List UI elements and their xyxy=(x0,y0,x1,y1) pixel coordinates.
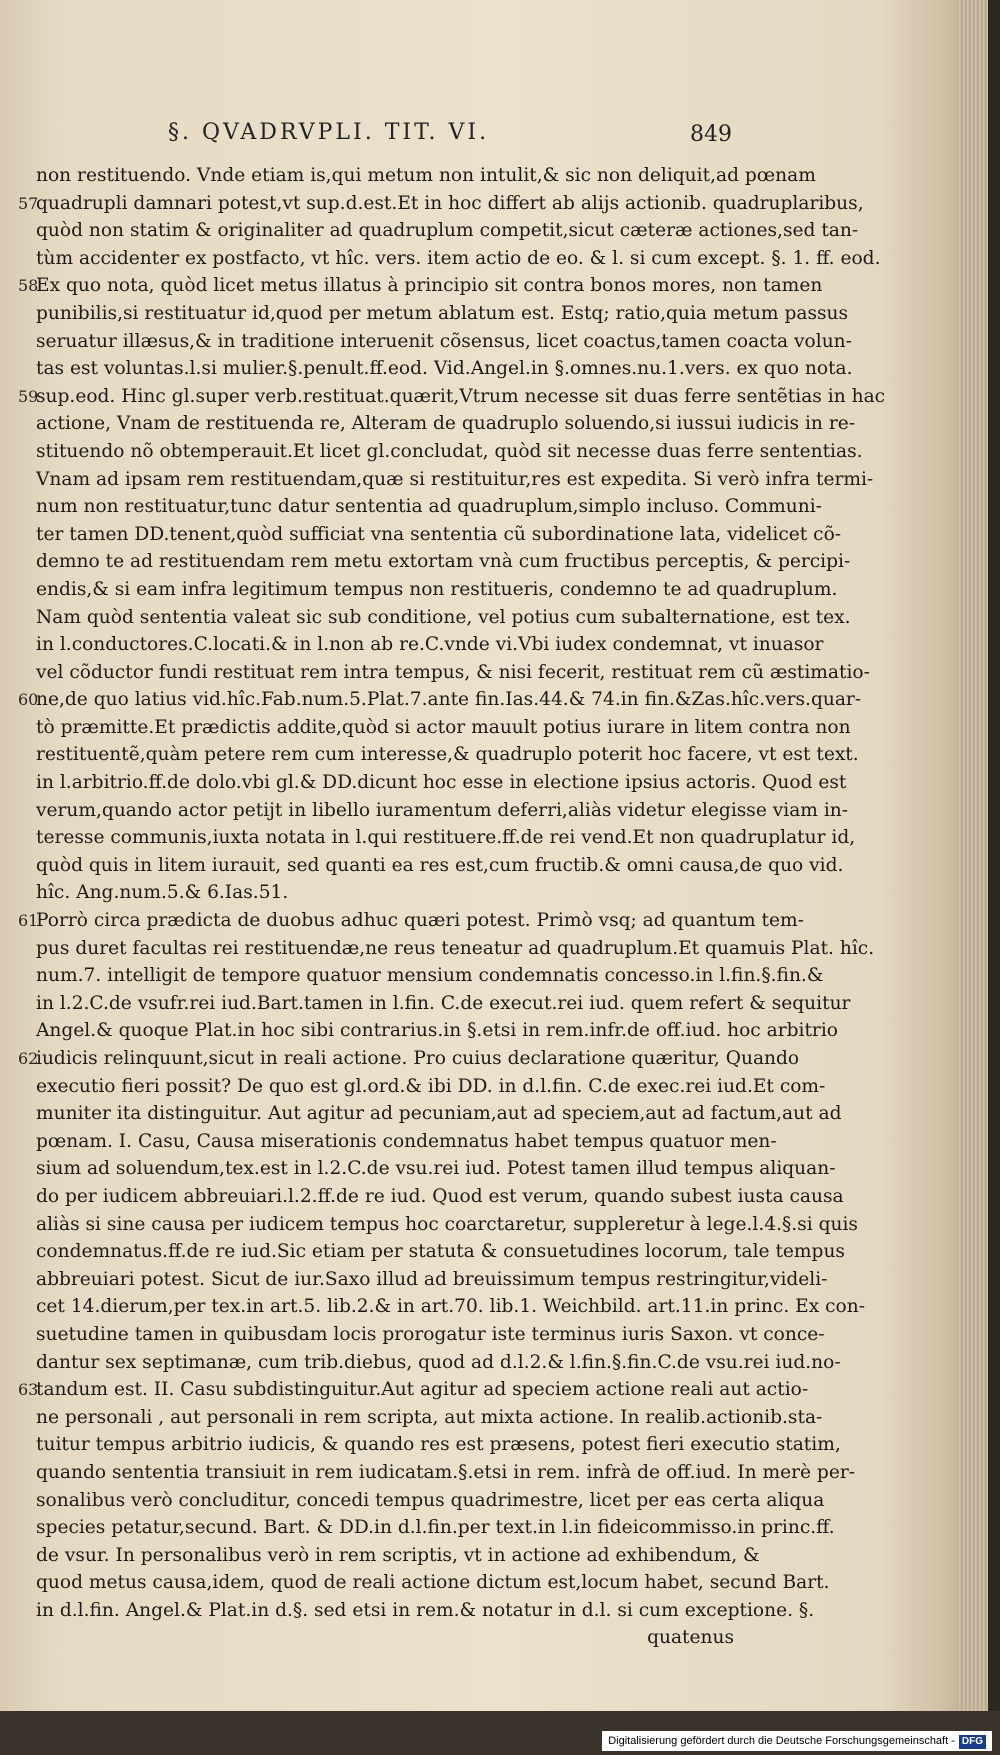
line-text: in d.l.fin. Angel.& Plat.in d.§. sed etsi in rem.& notatur in d.l. si cum exceptione. §. xyxy=(36,1599,815,1621)
line-text: tas est voluntas.l.si mulier.§.penult.ff.eod. Vid.Angel.in §.omnes.nu.1.vers. ex quo nota. xyxy=(36,358,853,380)
running-header: §. QVADRVPLI. TIT. VI. xyxy=(168,120,490,145)
line-text: de vsur. In personalibus verò in rem scriptis, vt in actione ad exhibendum, & xyxy=(36,1544,760,1566)
line-text: quod metus causa,idem, quod de reali actione dictum est,locum habet, secund Bart. xyxy=(36,1572,830,1594)
text-line xyxy=(22,769,847,797)
line-text: ter tamen DD.tenent,quòd sufficiat vna sententia cũ subordinatione lata, videlicet cõ- xyxy=(36,523,842,545)
text-line xyxy=(18,686,862,714)
line-text: quòd quis in litem iurauit, sed quanti ea res est,cum fructib.& omni causa,de quo vid. xyxy=(36,854,844,876)
text-line xyxy=(18,272,823,300)
line-text: restituentẽ,quàm petere rem cum interesse,& quadruplo poterit hoc facere, vt est text. xyxy=(36,744,859,766)
line-text: endis,& si eam infra legitimum tempus non restitueris, condemno te ad quadruplum. xyxy=(36,578,838,600)
line-text: punibilis,si restituatur id,quod per metum ablatum est. Estq; ratio,quia metum passus xyxy=(36,302,849,324)
line-text: pœnam. I. Casu, Causa miserationis condemnatus habet tempus quatuor men- xyxy=(36,1130,777,1152)
text-line xyxy=(18,1045,800,1073)
margin-number: 57 xyxy=(18,193,39,213)
credit-text: Digitalisierung gefördert durch die Deutsche Forschungsgemeinschaft - xyxy=(608,1735,955,1747)
line-text: species petatur,secund. Bart. & DD.in d.l.fin.per text.in l.in fideicommisso.in princ.ff. xyxy=(36,1517,835,1539)
text-line xyxy=(22,1349,841,1377)
line-text: quadrupli damnari potest,vt sup.d.est.Et in hoc differt ab alijs actionib. quadruplaribus, xyxy=(36,192,864,214)
text-line xyxy=(18,1376,809,1404)
text-line xyxy=(22,576,838,604)
text-line xyxy=(22,604,851,632)
line-text: Porrò circa prædicta de duobus adhuc quæri potest. Primò vsq; ad quantum tem- xyxy=(36,910,804,932)
line-text: abbreuiari potest. Sicut de iur.Saxo illud ad breuissimum tempus restringitur,videli- xyxy=(36,1268,828,1290)
text-line xyxy=(22,217,859,245)
text-line xyxy=(22,797,849,825)
line-text: quando sententia transiuit in rem iudicatam.§.etsi in rem. infrà de off.iud. In merè per- xyxy=(36,1461,855,1483)
line-text: hîc. Ang.num.5.& 6.Ias.51. xyxy=(36,882,289,904)
line-text: dantur sex septimanæ, cum trib.diebus, quod ad d.l.2.& l.fin.§.fin.C.de vsu.rei iud.no- xyxy=(36,1351,841,1373)
line-text: Nam quòd sententia valeat sic sub conditione, vel potius cum subalternatione, est tex. xyxy=(36,606,851,628)
line-text: teresse communis,iuxta notata in l.qui restituere.ff.de rei vend.Et non quadruplatur id, xyxy=(36,827,856,849)
text-line xyxy=(22,1404,823,1432)
text-line xyxy=(22,1211,858,1239)
line-text: ne personali , aut personali in rem scripta, aut mixta actione. In realib.actionib.sta- xyxy=(36,1406,823,1428)
line-text: quatenus xyxy=(647,1627,734,1649)
line-text: sonalibus verò concluditur, concedi tempus quadrimestre, licet per eas certa aliqua xyxy=(36,1489,825,1511)
line-text: pus duret facultas rei restituendæ,ne reus teneatur ad quadruplum.Et quamuis Plat. hîc. xyxy=(36,937,875,959)
line-text: muniter ita distinguitur. Aut agitur ad pecuniam,aut ad speciem,aut ad factum,aut ad xyxy=(36,1103,842,1125)
text-line xyxy=(22,438,863,466)
margin-number: 61 xyxy=(18,911,39,931)
line-text: aliàs si sine causa per iudicem tempus hoc coarctaretur, suppleretur à lege.l.4.§.si quis xyxy=(36,1213,858,1235)
line-text: in l.arbitrio.ff.de dolo.vbi gl.& DD.dicunt hoc esse in electione ipsius actoris. Quod est xyxy=(36,772,847,794)
text-line xyxy=(22,631,824,659)
text-line xyxy=(22,1100,842,1128)
margin-number: 63 xyxy=(18,1380,39,1400)
margin-number: 62 xyxy=(18,1049,39,1068)
text-line xyxy=(22,1321,825,1349)
text-line xyxy=(18,383,886,411)
line-text: actione, Vnam de restituenda re, Alteram de quadruplo soluendo,si iussui iudicis in re- xyxy=(36,413,855,435)
text-line xyxy=(22,410,855,438)
text-line xyxy=(22,879,734,907)
text-line xyxy=(22,1624,734,1652)
digitization-credit xyxy=(602,1731,992,1751)
line-text: tò præmitte.Et prædictis addite,quòd si actor mauult potius iurare in litem contra non xyxy=(36,716,851,738)
line-text: stituendo nõ obtemperauit.Et licet gl.concludat, quòd sit necesse duas ferre sententias. xyxy=(36,440,863,462)
line-text: do per iudicem abbreuiari.l.2.ff.de re iud. Quod est verum, quando subest iusta causa xyxy=(36,1185,844,1207)
text-line xyxy=(22,328,852,356)
text-line xyxy=(22,1183,844,1211)
margin-number: 59 xyxy=(18,386,39,406)
line-text: iudicis relinquunt,sicut in reali actione. Pro cuius declaratione quæritur, Quando xyxy=(36,1048,800,1069)
text-line xyxy=(22,1542,760,1570)
text-line xyxy=(22,1128,777,1156)
line-text: quòd non statim & originaliter ad quadruplum competit,sicut cæteræ actiones,sed tan- xyxy=(36,220,859,242)
text-line xyxy=(22,714,851,742)
text-line xyxy=(22,466,874,494)
line-text: non restituendo. Vnde etiam is,qui metum non intulit,& sic non deliquit,ad pœnam xyxy=(36,165,816,186)
text-line xyxy=(22,990,851,1018)
text-line xyxy=(22,493,822,521)
text-line xyxy=(22,548,851,576)
line-text: num.7. intelligit de tempore quatuor mensium condemnatis concesso.in l.fin.§.fin.& xyxy=(36,965,824,987)
line-text: condemnatus.ff.de re iud.Sic etiam per statuta & consuetudines locorum, tale tempus xyxy=(36,1241,845,1263)
text-line xyxy=(22,935,875,963)
line-text: seruatur illæsus,& in traditione interuenit cõsensus, licet coactus,tamen coacta volun- xyxy=(36,330,852,352)
line-text: Ex quo nota, quòd licet metus illatus à principio sit contra bonos mores, non tamen xyxy=(36,275,823,297)
text-line xyxy=(22,245,881,273)
line-text: tùm accidenter ex postfacto, vt hîc. vers. item actio de eo. & l. si cum except. §. 1. ff. eod. xyxy=(36,247,881,269)
line-text: ne,de quo latius vid.hîc.Fab.num.5.Plat.7.ante fin.Ias.44.& 74.in fin.&Zas.hîc.vers.quar- xyxy=(36,689,862,711)
text-line xyxy=(22,1459,855,1487)
line-text: Angel.& quoque Plat.in hoc sibi contrarius.in §.etsi in rem.infr.de off.iud. hoc arbitrio xyxy=(36,1020,838,1042)
line-text: tandum est. II. Casu subdistinguitur.Aut agitur ad speciem actione reali aut actio- xyxy=(36,1379,809,1401)
text-line xyxy=(22,1238,845,1266)
book-edge-shadow xyxy=(988,0,1000,1755)
line-text: Vnam ad ipsam rem restituendam,quæ si restituitur,res est expedita. Si verò infra termi- xyxy=(36,468,874,490)
text-line xyxy=(22,162,816,190)
line-text: verum,quando actor petijt in libello iuramentum deferri,aliàs videtur elegisse viam in- xyxy=(36,799,849,821)
text-line xyxy=(22,1569,830,1597)
text-line xyxy=(22,659,870,687)
text-line xyxy=(22,824,856,852)
line-text: in l.conductores.C.locati.& in l.non ab re.C.vnde vi.Vbi iudex condemnat, vt inuasor xyxy=(36,634,824,656)
text-line xyxy=(22,1514,835,1542)
line-text: sium ad soluendum,tex.est in l.2.C.de vsu.rei iud. Potest tamen illud tempus aliquan- xyxy=(36,1158,836,1180)
margin-number: 60 xyxy=(18,690,39,710)
line-text: cet 14.dierum,per tex.in art.5. lib.2.& in art.70. lib.1. Weichbild. art.11.in princ. Ex con- xyxy=(36,1296,865,1318)
line-text: num non restituatur,tunc datur sententia ad quadruplum,simplo incluso. Communi- xyxy=(36,496,822,518)
margin-number: 58 xyxy=(18,276,39,296)
line-text: vel cõductor fundi restituat rem intra tempus, & nisi fecerit, restituat rem cũ æstimatio- xyxy=(36,661,870,683)
text-line xyxy=(22,741,859,769)
body-text xyxy=(18,162,886,1652)
text-line xyxy=(22,300,849,328)
text-line xyxy=(22,1017,838,1045)
line-text: tuitur tempus arbitrio iudicis, & quando res est præsens, potest fieri executio statim, xyxy=(36,1434,841,1456)
text-line xyxy=(22,521,842,549)
text-line xyxy=(22,355,853,383)
line-text: demno te ad restituendam rem metu extortam vnà cum fructibus perceptis, & percipi- xyxy=(36,551,851,573)
line-text: sup.eod. Hinc gl.super verb.restituat.quærit,Vtrum necesse sit duas ferre sentẽtias in hac xyxy=(36,385,886,407)
text-line xyxy=(22,1155,836,1183)
text-line xyxy=(18,190,864,218)
text-line xyxy=(22,1266,828,1294)
line-text: executio fieri possit? De quo est gl.ord.& ibi DD. in d.l.fin. C.de exec.rei iud.Et com- xyxy=(36,1075,826,1097)
text-line xyxy=(22,1431,841,1459)
text-line xyxy=(22,1073,826,1101)
text-line xyxy=(22,852,844,880)
page-number: 849 xyxy=(690,122,732,147)
text-line xyxy=(18,907,804,935)
text-line xyxy=(22,1293,865,1321)
dfg-logo: DFG xyxy=(959,1735,986,1749)
text-line xyxy=(22,1487,825,1515)
line-text: suetudine tamen in quibusdam locis prorogatur iste terminus iuris Saxon. vt conce- xyxy=(36,1323,825,1345)
text-line xyxy=(22,962,824,990)
text-line xyxy=(22,1597,815,1625)
line-text: in l.2.C.de vsufr.rei iud.Bart.tamen in l.fin. C.de execut.rei iud. quem refert & sequitur xyxy=(36,992,851,1014)
